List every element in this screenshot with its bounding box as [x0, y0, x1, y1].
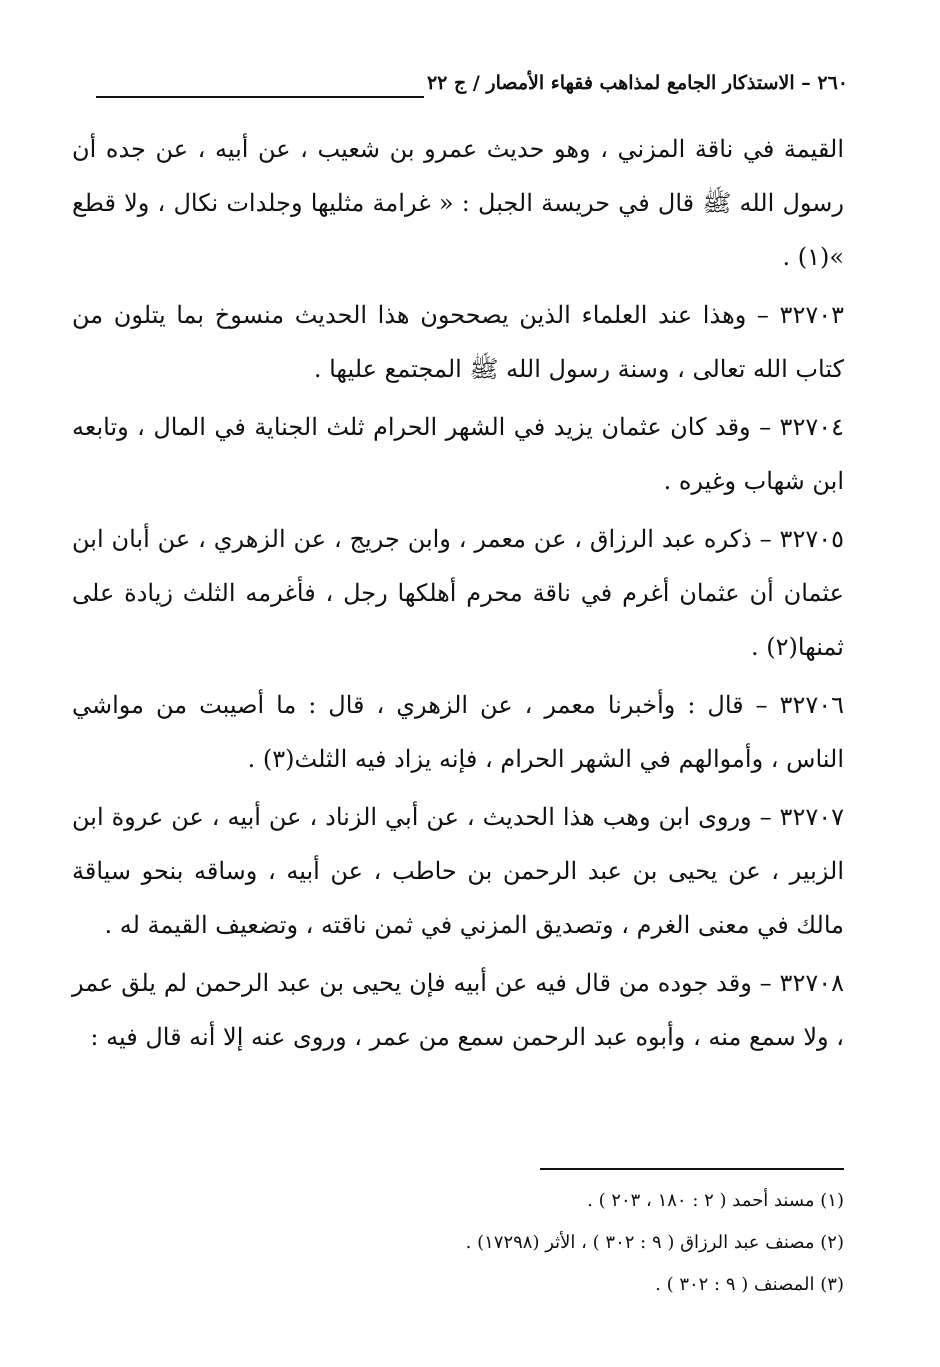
footnote-rule: [540, 1168, 844, 1170]
paragraph: ٣٢٧٠٣ – وهذا عند العلماء الذين يصححون هذا الحديث منسوخ بما يتلون من كتاب الله تعالى ، وسنة رسول الله ﷺ المجتمع عليها .: [72, 301, 844, 383]
paragraph: ٣٢٧٠٥ – ذكره عبد الرزاق ، عن معمر ، وابن جريج ، عن الزهري ، عن أبان ابن عثمان أن عثمان أغرم في ناقة محرم أهلكها رجل ، فأغرمه الثلث زيادة على ثمنها(٢) .: [72, 525, 844, 661]
footnote: (٣) المصنف ( ٩ : ٣٠٢ ) .: [655, 1274, 844, 1295]
footnote: (٢) مصنف عبد الرزاق ( ٩ : ٣٠٢ ) ، الأثر (١٧٢٩٨) .: [465, 1232, 844, 1253]
body-text: [72, 122, 844, 1068]
paragraph: ٣٢٧٠٤ – وقد كان عثمان يزيد في الشهر الحرام ثلث الجناية في المال ، وتابعه ابن شهاب وغيره .: [72, 413, 844, 495]
footnotes: [300, 1180, 844, 1306]
paragraph: القيمة في ناقة المزني ، وهو حديث عمرو بن شعيب ، عن أبيه ، عن جده أن رسول الله ﷺ قال في حريسة الجبل : « غرامة مثليها وجلدات نكال ، ولا قطع »(١) .: [72, 135, 844, 271]
paragraph: ٣٢٧٠٨ – وقد جوده من قال فيه عن أبيه فإن يحيى بن عبد الرحمن لم يلق عمر ، ولا سمع منه ، وأبوه عبد الرحمن سمع من عمر ، وروى عنه إلا أنه قال فيه :: [72, 969, 844, 1051]
footnote: (١) مسند أحمد ( ٢ : ١٨٠ ، ٢٠٣ ) .: [587, 1190, 844, 1211]
paragraph: ٣٢٧٠٧ – وروى ابن وهب هذا الحديث ، عن أبي الزناد ، عن أبيه ، عن عروة ابن الزبير ، عن يحيى بن عبد الرحمن بن حاطب ، عن أبيه ، وساقه بنحو سياقة مالك في معنى الغرم ، وتصديق المزني في ثمن ناقته ، وتضعيف القيمة له .: [72, 803, 844, 939]
running-header: ٢٦٠ – الاستذكار الجامع لمذاهب فقهاء الأمصار / ج ٢٢: [426, 72, 848, 94]
paragraph: ٣٢٧٠٦ – قال : وأخبرنا معمر ، عن الزهري ، قال : ما أصيبت من مواشي الناس ، وأموالهم في الشهر الحرام ، فإنه يزاد فيه الثلث(٣) .: [72, 691, 844, 773]
header-rule: [96, 96, 424, 98]
